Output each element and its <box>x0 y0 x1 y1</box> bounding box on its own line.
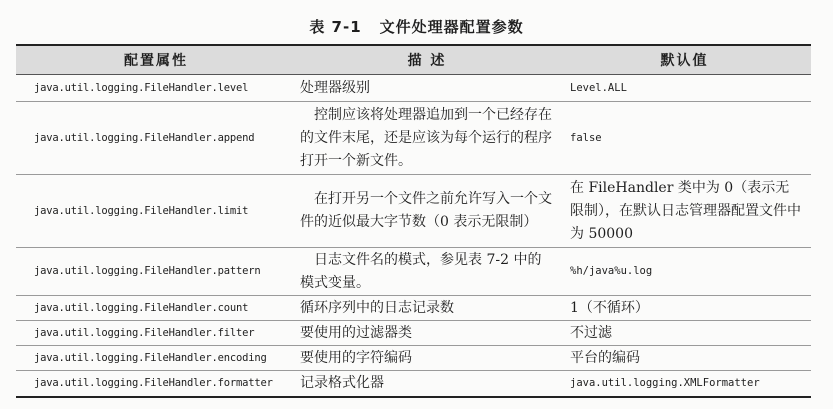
table-row <box>16 248 811 296</box>
table-row <box>16 102 811 175</box>
default-cell: 1（不循环） <box>558 296 811 321</box>
property-cell: java.util.logging.FileHandler.level <box>16 75 296 102</box>
table-row <box>16 296 811 321</box>
description-cell: 日志文件名的模式，参见表 7-2 中的模式变量。 <box>296 248 558 296</box>
description-cell: 记录格式化器 <box>296 371 558 398</box>
property-cell: java.util.logging.FileHandler.formatter <box>16 371 296 398</box>
default-cell: Level.ALL <box>558 75 811 102</box>
description-cell: 循环序列中的日志记录数 <box>296 296 558 321</box>
description-cell: 在打开另一个文件之前允许写入一个文件的近似最大字节数（0 表示无限制） <box>296 175 558 248</box>
default-cell: %h/java%u.log <box>558 248 811 296</box>
table-row <box>16 175 811 248</box>
default-cell: java.util.logging.XMLFormatter <box>558 371 811 398</box>
table-row <box>16 371 811 398</box>
property-cell: java.util.logging.FileHandler.append <box>16 102 296 175</box>
header-default: 默认值 <box>558 45 811 75</box>
header-property: 配置属性 <box>16 45 296 75</box>
table-number: 表 7-1 <box>309 18 362 36</box>
default-cell: 平台的编码 <box>558 346 811 371</box>
property-cell: java.util.logging.FileHandler.pattern <box>16 248 296 296</box>
table-row <box>16 346 811 371</box>
default-cell: 不过滤 <box>558 321 811 346</box>
property-cell: java.util.logging.FileHandler.count <box>16 296 296 321</box>
header-row <box>16 45 811 75</box>
default-cell: false <box>558 102 811 175</box>
config-table <box>16 44 811 398</box>
table-row <box>16 321 811 346</box>
description-cell: 控制应该将处理器追加到一个已经存在的文件末尾，还是应该为每个运行的程序打开一个新文件。 <box>296 102 558 175</box>
description-cell: 处理器级别 <box>296 75 558 102</box>
property-cell: java.util.logging.FileHandler.filter <box>16 321 296 346</box>
property-cell: java.util.logging.FileHandler.limit <box>16 175 296 248</box>
description-cell: 要使用的字符编码 <box>296 346 558 371</box>
table-title: 文件处理器配置参数 <box>379 18 524 36</box>
table-caption <box>0 16 833 37</box>
description-cell: 要使用的过滤器类 <box>296 321 558 346</box>
header-description: 描 述 <box>296 45 558 75</box>
property-cell: java.util.logging.FileHandler.encoding <box>16 346 296 371</box>
table-row <box>16 75 811 102</box>
default-cell: 在 FileHandler 类中为 0（表示无限制），在默认日志管理器配置文件中为 50000 <box>558 175 811 248</box>
